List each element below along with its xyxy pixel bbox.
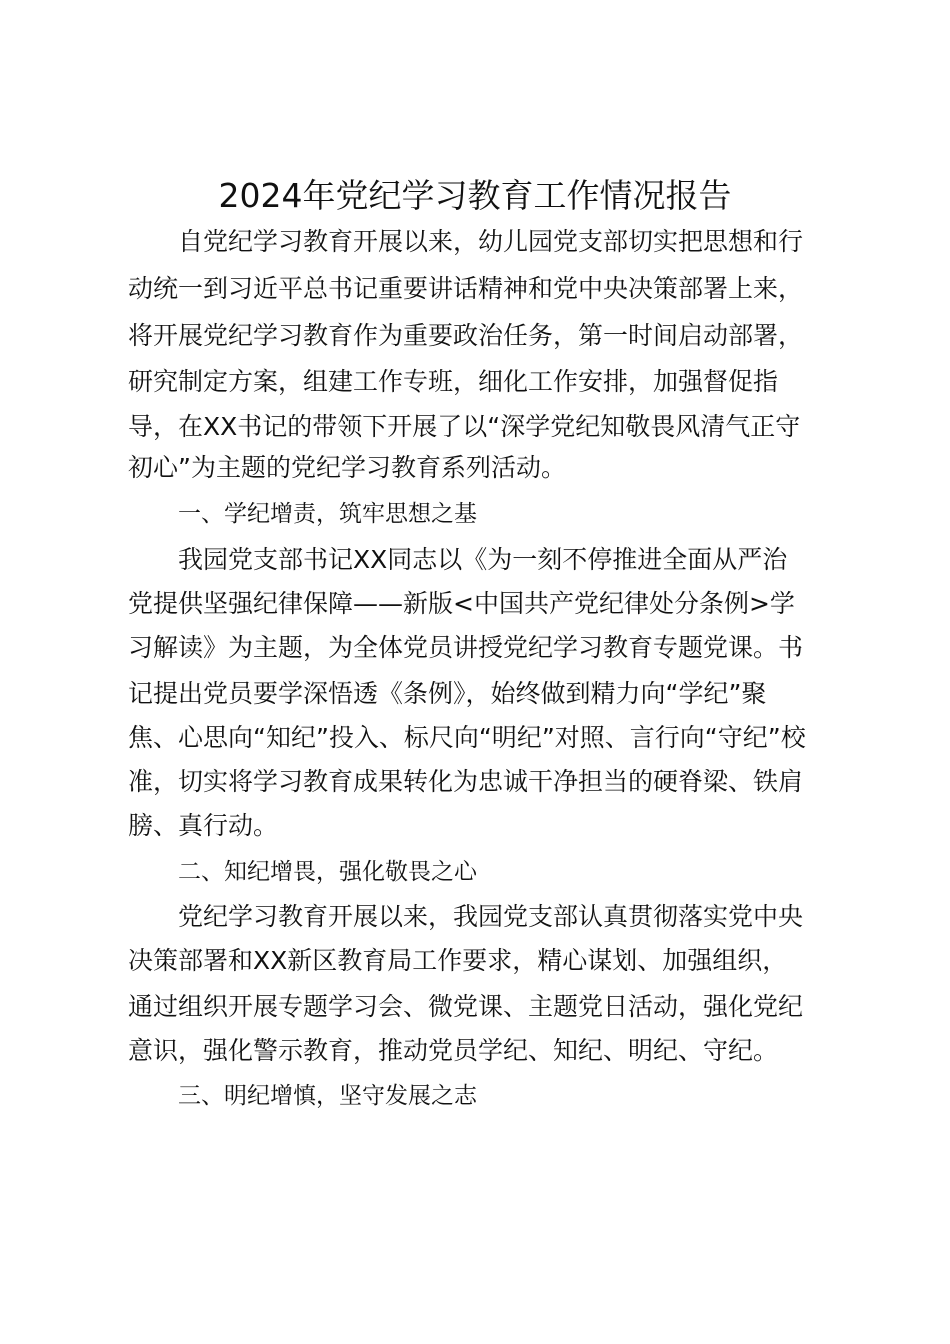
paragraph-1-line-5: 导，在XX书记的带领下开展了以“深学党纪知敬畏风清气正守	[128, 412, 801, 441]
document-title: 2024年党纪学习教育工作情况报告	[218, 176, 732, 215]
paragraph-1-line-1: 自党纪学习教育开展以来，幼儿园党支部切实把思想和行	[178, 227, 804, 256]
section-3-heading: 三、明纪增慎，坚守发展之志	[178, 1083, 477, 1109]
paragraph-3-line-4: 意识，强化警示教育，推动党员学纪、知纪、明纪、守纪。	[128, 1036, 779, 1065]
paragraph-2-line-1: 我园党支部书记XX同志以《为一刻不停推进全面从严治	[178, 545, 788, 574]
paragraph-2-line-2: 党提供坚强纪律保障——新版<中国共产党纪律处分条例>学	[128, 589, 795, 618]
paragraph-3-line-3: 通过组织开展专题学习会、微党课、主题党日活动，强化党纪	[128, 992, 804, 1021]
paragraph-2-line-5: 焦、心思向“知纪”投入、标尺向“明纪”对照、言行向“守纪”校	[128, 723, 806, 752]
paragraph-1-line-4: 研究制定方案，组建工作专班，细化工作安排，加强督促指	[128, 367, 779, 396]
paragraph-1-line-6: 初心”为主题的党纪学习教育系列活动。	[128, 453, 566, 482]
paragraph-3-line-2: 决策部署和XX新区教育局工作要求，精心谋划、加强组织，	[128, 946, 788, 975]
section-1-heading: 一、学纪增责，筑牢思想之基	[178, 501, 477, 527]
paragraph-1-line-3: 将开展党纪学习教育作为重要政治任务，第一时间启动部署，	[128, 321, 804, 350]
section-2-heading: 二、知纪增畏，强化敬畏之心	[178, 859, 477, 885]
paragraph-2-line-4: 记提出党员要学深悟透《条例》，始终做到精力向“学纪”聚	[128, 679, 767, 708]
paragraph-2-line-6: 准，切实将学习教育成果转化为忠诚干净担当的硬脊梁、铁肩	[128, 767, 804, 796]
paragraph-2-line-3: 习解读》为主题，为全体党员讲授党纪学习教育专题党课。书	[128, 633, 804, 662]
paragraph-2-line-7: 膀、真行动。	[128, 811, 279, 840]
paragraph-1-line-2: 动统一到习近平总书记重要讲话精神和党中央决策部署上来，	[128, 274, 804, 303]
paragraph-3-line-1: 党纪学习教育开展以来，我园党支部认真贯彻落实党中央	[178, 902, 804, 931]
